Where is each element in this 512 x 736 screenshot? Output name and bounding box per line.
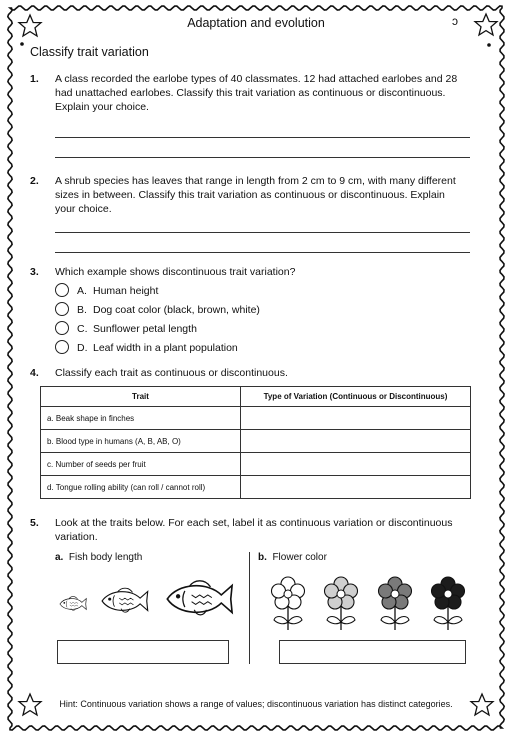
answer-box-fish[interactable] <box>57 640 229 664</box>
question-text: Look at the traits below. For each set, label it as continuous variation or discontinuous variation. <box>55 517 453 543</box>
column-header-variation: Type of Variation (Continuous or Discontinuous) <box>241 387 471 407</box>
answer-line[interactable] <box>55 252 470 253</box>
option-d[interactable]: D. Leaf width in a plant population <box>55 341 238 355</box>
flower-center <box>444 590 452 598</box>
answer-cell[interactable] <box>241 476 471 499</box>
trait-cell: c. Number of seeds per fruit <box>41 453 241 476</box>
table-row <box>41 453 471 476</box>
question-number: 2. <box>30 175 39 187</box>
answer-cell[interactable] <box>241 407 471 430</box>
answer-cell[interactable] <box>241 430 471 453</box>
flower-icon <box>272 577 305 630</box>
fish-part <box>60 599 86 610</box>
radio-circle[interactable] <box>55 340 69 354</box>
flower-leaf <box>434 617 448 624</box>
flower-icon <box>325 577 358 630</box>
flower-leaf <box>395 617 409 624</box>
answer-box-flower[interactable] <box>279 640 466 664</box>
page-title: Adaptation and evolution <box>187 16 325 30</box>
fish-icon <box>167 581 232 615</box>
question-text: Which example shows discontinuous trait variation? <box>55 266 296 278</box>
column-header-trait: Trait <box>41 387 241 407</box>
trait-cell: a. Beak shape in finches <box>41 407 241 430</box>
question-number: 4. <box>30 367 39 379</box>
flower-center <box>391 590 399 598</box>
hint-text: Hint: Continuous variation shows a range of values; discontinuous variation has distinct categories. <box>59 699 453 709</box>
answer-line[interactable] <box>55 157 470 158</box>
table-header-row <box>41 387 471 407</box>
fish-part <box>167 586 232 613</box>
table-row <box>41 476 471 499</box>
flower-icon <box>379 577 412 630</box>
page-subtitle: Classify trait variation <box>30 45 149 59</box>
flower-petal <box>432 584 446 598</box>
question-text: A class recorded the earlobe types of 40 classmates. 12 had attached earlobes and 28 had unattached earlobes. Classify this trait variation as continuous or discontinuous. Explain your choice. <box>55 73 458 113</box>
flower-leaf <box>274 617 288 624</box>
radio-circle[interactable] <box>55 321 69 335</box>
fish-part <box>108 598 111 601</box>
dot-icon <box>20 42 24 46</box>
option-b[interactable]: B. Dog coat color (black, brown, white) <box>55 303 260 317</box>
question-number: 5. <box>30 517 39 529</box>
trait-cell: b. Blood type in humans (A, B, AB, O) <box>41 430 241 453</box>
fish-icon <box>102 588 148 612</box>
question-number: 3. <box>30 266 39 278</box>
flower-petal <box>379 584 393 598</box>
answer-line[interactable] <box>55 232 470 233</box>
radio-circle[interactable] <box>55 302 69 316</box>
trait-table <box>40 386 471 499</box>
radio-circle[interactable] <box>55 283 69 297</box>
dot-icon <box>487 43 491 47</box>
question-text: Classify each trait as continuous or discontinuous. <box>55 367 288 379</box>
flower-petal <box>325 584 339 598</box>
flower-leaf <box>381 617 395 624</box>
answer-cell[interactable] <box>241 453 471 476</box>
fish-icon <box>60 597 86 611</box>
flower-leaf <box>288 617 302 624</box>
question-number: 1. <box>30 73 39 85</box>
table-row <box>41 407 471 430</box>
flower-leaf <box>448 617 462 624</box>
flower-center <box>337 590 345 598</box>
section-divider <box>249 552 250 664</box>
option-c[interactable]: C. Sunflower petal length <box>55 322 197 336</box>
flower-leaf <box>327 617 341 624</box>
answer-line[interactable] <box>55 137 470 138</box>
option-a[interactable]: A. Human height <box>55 284 158 298</box>
table-row <box>41 430 471 453</box>
part-a-label: a. Fish body length <box>55 552 143 563</box>
part-b-label: b. Flower color <box>258 552 327 563</box>
flower-petal <box>272 584 286 598</box>
page-mark: ɔ <box>452 14 458 28</box>
question-text: A shrub species has leaves that range in length from 2 cm to 9 cm, with many different sizes in between. Classify this trait variation as continuous or discontinuous. Explain your choice. <box>55 175 456 215</box>
fish-part <box>176 594 180 598</box>
fish-part <box>102 592 148 611</box>
flower-leaf <box>341 617 355 624</box>
trait-cell: d. Tongue rolling ability (can roll / cannot roll) <box>41 476 241 499</box>
fish-part <box>63 602 65 604</box>
flower-center <box>284 590 292 598</box>
flower-icon <box>432 577 465 630</box>
